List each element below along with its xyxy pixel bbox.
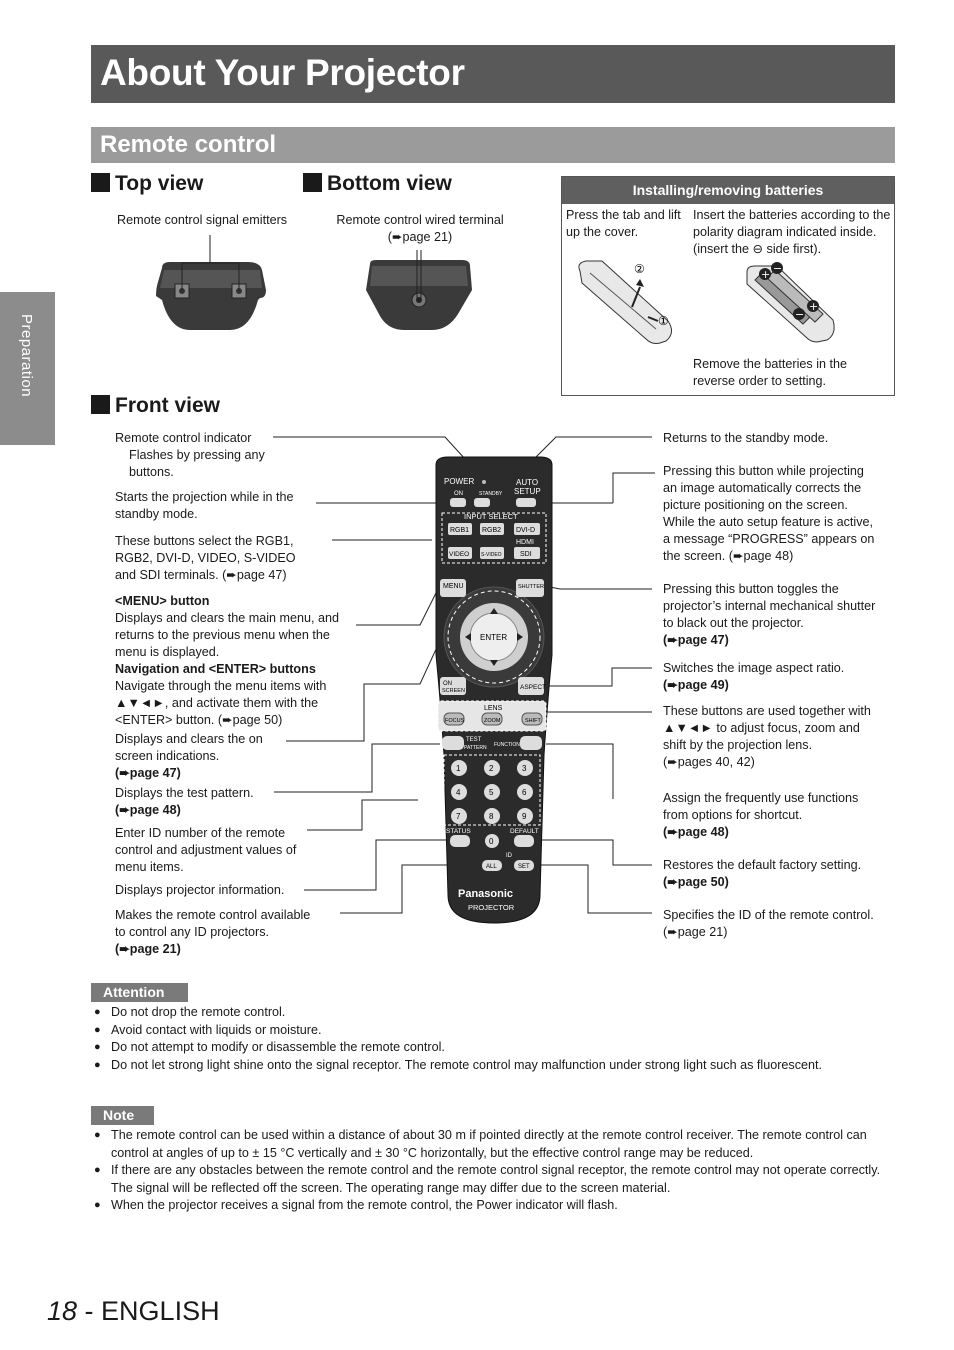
callout-aspect: Switches the image aspect ratio. (➨page 49): [663, 661, 845, 692]
page-title: About Your Projector: [100, 52, 465, 93]
battery-insert-illustration: [737, 262, 847, 347]
power-label: POWER: [444, 477, 475, 486]
heading-square-icon: [91, 173, 110, 192]
shutter-label: SHUTTER: [518, 584, 544, 590]
callout-function: Assign the frequently use functions from options for shortcut. (➨page 48): [663, 791, 859, 839]
function-label: FUNCTION: [494, 742, 520, 748]
remote-indicator-light: [482, 480, 486, 484]
number-key-label: 3: [522, 764, 527, 773]
numeric-keypad: [451, 760, 533, 824]
heading-square-icon: [91, 395, 110, 414]
lens-label: LENS: [484, 705, 503, 712]
number-key-label: 2: [489, 764, 494, 773]
callout-input-select: These buttons select the RGB1, RGB2, DVI-D, VIDEO, S-VIDEO and SDI terminals. (➨page 47): [115, 534, 296, 582]
section-title: Remote control: [100, 131, 277, 158]
side-tab-label: Preparation: [18, 314, 35, 398]
footer-language: - ENGLISH: [77, 1296, 220, 1326]
callout-power-on: Starts the projection while in the standby mode.: [115, 490, 294, 521]
note-item-continuation: The signal will be reflected off the screen. The operating range may differ due to the screen material.: [111, 1180, 671, 1195]
batteries-heading: Installing/removing batteries: [562, 177, 894, 204]
aspect-label: ASPECT: [520, 684, 547, 691]
remote-control-front-illustration: [428, 455, 560, 928]
id-label: ID: [506, 853, 512, 859]
callout-lens: These buttons are used together with ▲▼◄► to adjust focus, zoom and shift by the projection lens. (➨pages 40, 42): [663, 704, 871, 769]
input-select-label: INPUT SELECT: [464, 512, 518, 521]
battery-step-2: Insert the batteries according to the polarity diagram indicated inside. (insert the ⊖ side first).: [693, 208, 891, 256]
section-title-bar: [91, 127, 895, 163]
auto-setup-button: [516, 498, 536, 507]
svg-text:−: −: [773, 262, 783, 275]
test-label-1: TEST: [466, 737, 482, 743]
battery-step-1: Press the tab and lift up the cover.: [566, 208, 681, 239]
page-title-bar: [91, 45, 895, 103]
svg-text:+: +: [761, 268, 771, 281]
number-key-label: 5: [489, 788, 494, 797]
battery-cover-illustration: [572, 257, 682, 347]
svideo-label: S-VIDEO: [481, 552, 502, 558]
note-item: ● The remote control can be used within a distance of about 30 m if pointed directly at the remote control receiver. The remote control can control at angles of up to ± 15 °C vertically and ± 30 °C horizontally, but the effective control range may be reduced.: [94, 1127, 894, 1162]
callout-shutter: Pressing this button toggles the projector’s internal mechanical shutter to black out the projector. (➨page 47): [663, 582, 876, 647]
shift-label: SHIFT: [525, 718, 541, 724]
remote-top-view-illustration: [150, 230, 275, 335]
attention-item: ● Do not attempt to modify or disassemble the remote control.: [94, 1039, 894, 1057]
number-key-label: 9: [522, 812, 527, 821]
number-key-label: 6: [522, 788, 527, 797]
note-label: Note: [91, 1106, 154, 1125]
hdmi-label: HDMI: [516, 539, 534, 546]
front-view-heading: Front view: [91, 394, 220, 418]
test-label-2: PATTERN: [464, 745, 487, 751]
model-label: PROJECTOR: [468, 903, 515, 912]
bottom-view-caption: Remote control wired terminal (➨page 21): [336, 213, 504, 244]
battery-step-3: Remove the batteries in the reverse order to setting.: [693, 357, 848, 388]
focus-label: FOCUS: [445, 718, 465, 724]
attention-label: Attention: [91, 983, 188, 1002]
callout-menu-button: <MENU> button Displays and clears the main menu, and returns to the previous menu when the menu is displayed.: [115, 594, 340, 659]
top-view-caption: Remote control signal emitters: [117, 213, 288, 227]
attention-item: ● Do not let strong light shine onto the signal receptor. The remote control may malfunction under strong light such as fluorescent.: [94, 1057, 894, 1075]
callout-default: Restores the default factory setting. (➨page 50): [663, 858, 862, 889]
attention-list: [94, 1004, 894, 1074]
standby-button: [474, 498, 490, 507]
callout-all-id: Makes the remote control available to control any ID projectors. (➨page 21): [115, 908, 311, 956]
auto-setup-label-1: AUTO: [516, 478, 539, 487]
video-label: VIDEO: [449, 551, 470, 558]
note-item: ● If there are any obstacles between the remote control and the remote control signal receptor, the remote control may not operate correctly.: [94, 1162, 894, 1180]
number-key-label: 1: [456, 764, 461, 773]
page-footer: [47, 1296, 220, 1327]
zero-label: 0: [489, 837, 494, 846]
note-list: [94, 1127, 894, 1215]
brand-label: Panasonic: [458, 888, 514, 900]
step-1-marker: ①: [658, 314, 669, 328]
step-2-marker: ②: [634, 262, 645, 276]
auto-setup-label-2: SETUP: [514, 487, 541, 496]
set-label: SET: [518, 864, 530, 870]
on-screen-label-1: ON: [443, 681, 452, 687]
enter-label: ENTER: [480, 633, 508, 642]
page-number: 18: [47, 1296, 78, 1326]
on-label: ON: [454, 491, 463, 497]
menu-label: MENU: [443, 583, 464, 590]
callout-standby: Returns to the standby mode.: [663, 431, 829, 445]
rgb2-label: RGB2: [482, 527, 502, 534]
side-tab: [0, 292, 55, 445]
callout-test-pattern: Displays the test pattern. (➨page 48): [115, 786, 254, 817]
svg-text:−: −: [795, 308, 805, 321]
dvid-label: DVI-D: [516, 527, 536, 534]
default-label: DEFAULT: [510, 828, 539, 835]
bottom-view-heading: Bottom view: [303, 172, 452, 196]
number-key-label: 7: [456, 812, 461, 821]
attention-item: ● Do not drop the remote control.: [94, 1004, 894, 1022]
callout-number-keys: Enter ID number of the remote control and adjustment values of menu items.: [115, 826, 297, 874]
number-key-label: 8: [489, 812, 494, 821]
standby-label: STANDBY: [479, 491, 503, 497]
sdi-label: SDI: [520, 551, 532, 558]
callout-auto-setup: Pressing this button while projecting an image automatically corrects the picture positioning on the screen. While the auto setup feature is active, a message “PROGRESS” appears on the screen. (➨page 48): [663, 464, 875, 563]
note-item: ● When the projector receives a signal from the remote control, the Power indicator will flash.: [94, 1197, 894, 1215]
callout-on-screen: Displays and clears the on screen indications. (➨page 47): [115, 732, 263, 780]
svg-text:+: +: [809, 300, 819, 313]
attention-item: ● Avoid contact with liquids or moisture.: [94, 1022, 894, 1040]
rgb1-label: RGB1: [450, 527, 470, 534]
top-view-heading: Top view: [91, 172, 203, 196]
heading-square-icon: [303, 173, 322, 192]
number-key-label: 4: [456, 788, 461, 797]
on-screen-label-2: SCREEN: [442, 688, 465, 694]
callout-id-set: Specifies the ID of the remote control. (➨page 21): [663, 908, 874, 939]
power-on-button: [450, 498, 466, 507]
zoom-label: ZOOM: [484, 718, 501, 724]
all-label: ALL: [486, 864, 497, 870]
callout-status: Displays projector information.: [115, 883, 285, 897]
status-label: STATUS: [446, 828, 471, 835]
callout-navigation-buttons: Navigation and <ENTER> buttons Navigate through the menu items with ▲▼◄►, and activate them with the <ENTER> button. (➨page 50): [115, 662, 327, 727]
batteries-panel: [561, 176, 895, 396]
callout-remote-indicator: Remote control indicator Flashes by pressing any buttons.: [115, 431, 265, 479]
remote-bottom-view-illustration: [362, 250, 477, 335]
